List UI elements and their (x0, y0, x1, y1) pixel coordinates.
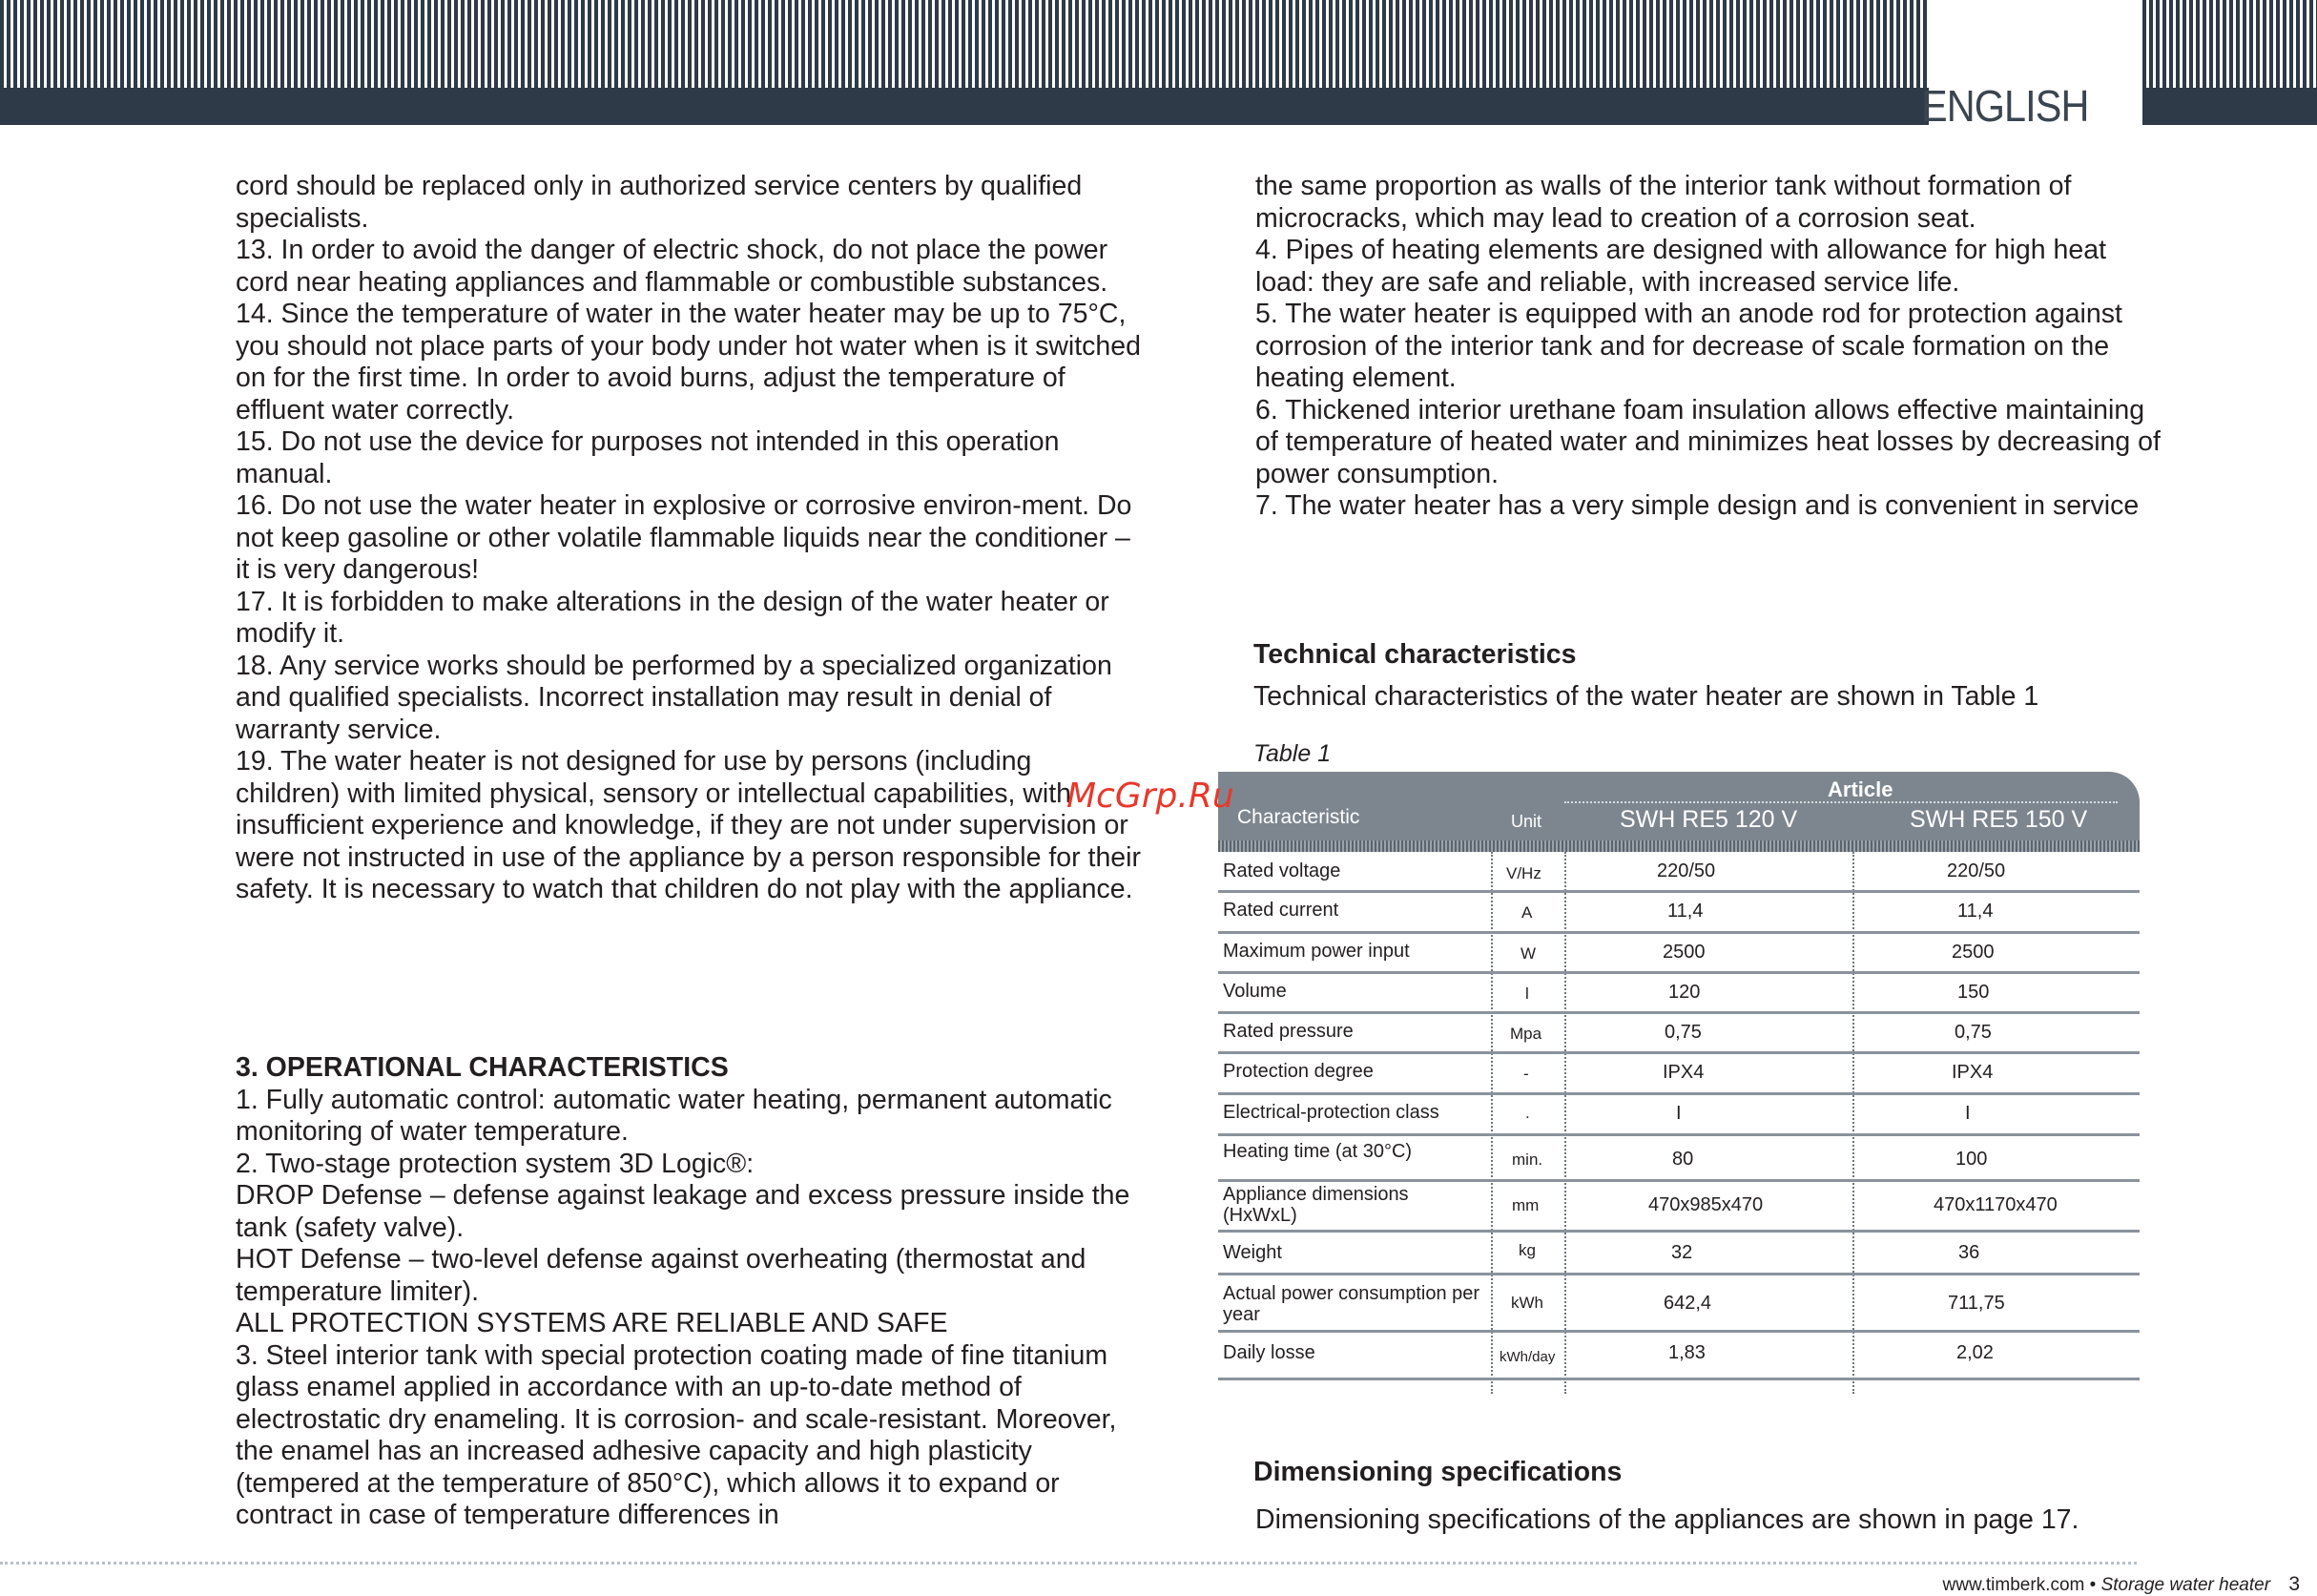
tech-characteristics-intro: Technical characteristics of the water heater are shown in Table 1 (1253, 681, 2039, 712)
row-unit: . (1525, 1104, 1530, 1122)
paragraph: 5. The water heater is equipped with an anode rod for protection against corrosion of the interior tank and for decrease of scale formation on the heating element. (1255, 299, 2122, 393)
table-row (1218, 1275, 2140, 1333)
row-value-1: 220/50 (1657, 860, 1716, 881)
row-value-2: IPX4 (1952, 1062, 1994, 1083)
row-name: Appliance dimensions (HxWxL) (1223, 1184, 1409, 1226)
header-model-2: SWH RE5 150 V (1910, 806, 2088, 833)
dimensioning-heading: Dimensioning specifications (1253, 1457, 1623, 1487)
row-name: Actual power consumption per year (1223, 1283, 1480, 1325)
table-row (1218, 934, 2140, 974)
row-unit: A (1521, 903, 1533, 922)
paragraph: ALL PROTECTION SYSTEMS ARE RELIABLE AND SAFE (236, 1308, 948, 1338)
row-name: Daily losse (1223, 1342, 1315, 1363)
row-name: Rated pressure (1223, 1021, 1354, 1042)
row-value-2: 2500 (1952, 942, 1995, 963)
row-name: Rated voltage (1223, 860, 1341, 881)
paragraph: 1. Fully automatic control: automatic water heating, permanent automatic monitoring of water temperature. (236, 1084, 1112, 1147)
table-row (1218, 1136, 2140, 1182)
section-title: 3. OPERATIONAL CHARACTERISTICS (236, 1052, 729, 1083)
header-article: Article (1828, 777, 1893, 801)
row-unit: W (1521, 944, 1537, 963)
paragraph: 19. The water heater is not designed for use by persons (including children) with limited physical, sensory or intellectual capabilities, with insufficient experience and knowledge, if they are not under supervision or were not instructed in use of the appliance by a person responsible for their safety. It is necessary to watch that children do not play with the appliance. (236, 746, 1141, 904)
row-unit: kg (1519, 1241, 1536, 1259)
row-unit: min. (1512, 1150, 1543, 1169)
table-caption: Table 1 (1253, 740, 1332, 767)
row-value-1: 2500 (1663, 942, 1706, 963)
table-row (1218, 1095, 2140, 1136)
row-value-1: 470x985x470 (1648, 1194, 1764, 1215)
row-name: Rated current (1223, 900, 1339, 921)
paragraph: 6. Thickened interior urethane foam insulation allows effective maintaining of temperature of heated water and minimizes heat losses by decreasing of power consumption. (1255, 394, 2161, 489)
row-value-2: 220/50 (1947, 860, 2006, 881)
paragraph: 18. Any service works should be performed by a specialized organization and qualified specialists. Incorrect installation may result in denial of warranty service. (236, 650, 1112, 745)
row-name: Weight (1223, 1242, 1282, 1263)
table-row (1218, 1054, 2140, 1095)
header-characteristic: Characteristic (1237, 806, 1360, 828)
row-unit: V/Hz (1506, 864, 1541, 882)
row-value-1: 80 (1672, 1149, 1694, 1170)
row-value-1: 1,83 (1668, 1342, 1706, 1363)
table-row (1218, 1333, 2140, 1380)
header-unit: Unit (1511, 812, 1542, 831)
row-name: Protection degree (1223, 1061, 1374, 1082)
row-value-2: 36 (1958, 1242, 1980, 1263)
paragraph: 13. In order to avoid the danger of electric shock, do not place the power cord near heating appliances and flammable or combustible substances. (236, 235, 1108, 298)
row-value-1: I (1676, 1103, 1682, 1124)
row-value-2: 100 (1955, 1149, 1988, 1170)
table-row (1218, 974, 2140, 1014)
table-row (1218, 1182, 2140, 1233)
table-row (1218, 852, 2140, 893)
row-value-2: I (1965, 1103, 1971, 1124)
row-name: Heating time (at 30°C) (1223, 1141, 1413, 1162)
operational-section (236, 1052, 1142, 1532)
row-value-1: 0,75 (1665, 1022, 1702, 1043)
row-value-1: 120 (1668, 982, 1701, 1003)
footer-separator: • (2089, 1575, 2097, 1595)
row-unit: mm (1512, 1196, 1540, 1214)
language-label: ENGLISH (1921, 81, 2089, 131)
page-number: 3 (2288, 1573, 2300, 1595)
footer (1943, 1573, 2301, 1596)
row-value-1: IPX4 (1663, 1062, 1705, 1083)
paragraph: 14. Since the temperature of water in the water heater may be up to 75°C, you should not place parts of your body under hot water when is it switched on for the first time. In order to avoid burns, adjust the temperature of effluent water correctly. (236, 299, 1141, 425)
row-unit: kWh/day (1500, 1349, 1556, 1365)
row-name: Electrical-protection class (1223, 1102, 1439, 1123)
dimensioning-intro: Dimensioning specifications of the appliances are shown in page 17. (1255, 1504, 2079, 1535)
paragraph: 4. Pipes of heating elements are designed with allowance for high heat load: they are safe and reliable, with increased service life. (1255, 235, 2106, 298)
paragraph: 15. Do not use the device for purposes not intended in this operation manual. (236, 426, 1060, 489)
table-row (1218, 1233, 2140, 1275)
left-column (236, 171, 1142, 906)
footer-site[interactable]: www.timberk.com (1942, 1575, 2085, 1595)
right-column (1255, 171, 2162, 523)
row-value-2: 711,75 (1948, 1293, 2005, 1314)
table-header-stripe (1218, 840, 2140, 852)
row-unit: l (1525, 985, 1529, 1003)
table-row (1218, 1014, 2140, 1054)
paragraph: 3. Steel interior tank with special protection coating made of fine titanium glass enamel applied in accordance with an up-to-date method of electrostatic dry enameling. It is corrosion- and scale-resistant. Moreover, the enamel has an increased adhesive capacity and high plasticity (tempered at the temperature of 850°C), which allows it to expand or contract in case of temperature differences in (236, 1339, 1117, 1530)
row-value-2: 2,02 (1956, 1342, 1994, 1363)
row-value-2: 470x1170x470 (1934, 1194, 2058, 1215)
row-value-2: 150 (1957, 982, 1990, 1003)
footer-divider (0, 1562, 2137, 1565)
paragraph: 17. It is forbidden to make alterations in the design of the water heater or modify it. (236, 586, 1109, 649)
row-value-1: 32 (1671, 1242, 1693, 1263)
paragraph: 7. The water heater has a very simple design and is convenient in service (1255, 490, 2140, 521)
header-bar (0, 88, 1929, 125)
row-value-1: 642,4 (1664, 1293, 1712, 1314)
paragraph: DROP Defense – defense against leakage and excess pressure inside the tank (safety valve). (236, 1180, 1130, 1243)
row-value-2: 11,4 (1957, 901, 1994, 922)
paragraph: the same proportion as walls of the interior tank without formation of microcracks, which may lead to creation of a corrosion seat. (1255, 171, 2072, 234)
watermark: McGrp.Ru (1066, 777, 1234, 816)
header-model-1: SWH RE5 120 V (1620, 806, 1798, 833)
row-name: Volume (1223, 981, 1287, 1002)
row-unit: Mpa (1510, 1025, 1542, 1043)
paragraph: HOT Defense – two-level defense against overheating (thermostat and temperature limiter). (236, 1244, 1086, 1307)
row-unit: kWh (1511, 1294, 1543, 1312)
paragraph: 2. Two-stage protection system 3D Logic®: (236, 1148, 755, 1179)
tech-characteristics-heading: Technical characteristics (1253, 639, 1577, 670)
row-value-1: 11,4 (1667, 901, 1704, 922)
row-value-2: 0,75 (1955, 1022, 1992, 1043)
paragraph: cord should be replaced only in authorized service centers by qualified specialists. (236, 171, 1083, 234)
footer-product: Storage water heater (2100, 1575, 2271, 1595)
row-unit: - (1523, 1065, 1529, 1083)
header-bar-right (2142, 88, 2317, 125)
paragraph: 16. Do not use the water heater in explosive or corrosive environ-ment. Do not keep gasoline or other volatile flammable liquids near the conditioner – it is very dangerous! (236, 490, 1132, 585)
table-row (1218, 893, 2140, 934)
row-name: Maximum power input (1223, 941, 1410, 962)
